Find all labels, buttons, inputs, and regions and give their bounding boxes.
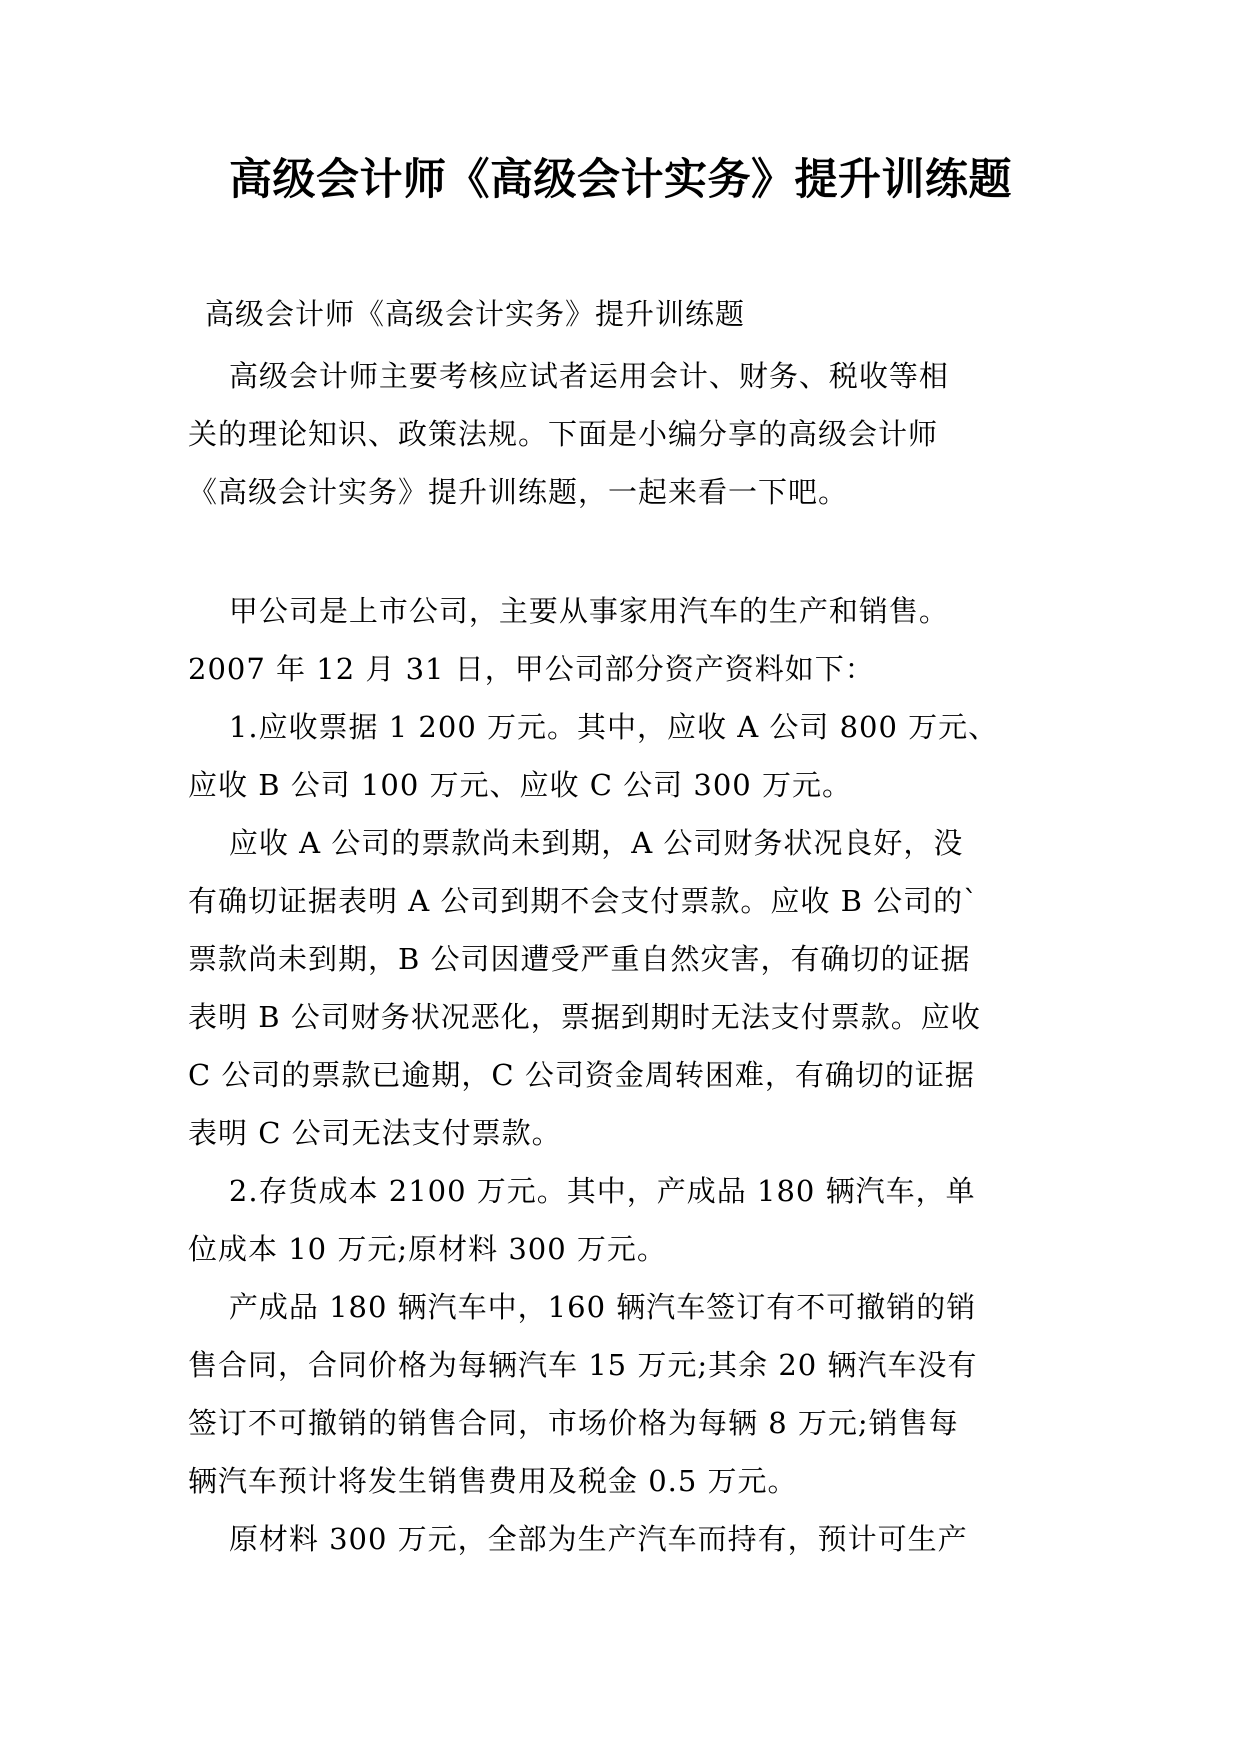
text-line: 应收 B 公司 100 万元、应收 C 公司 300 万元。 [188, 768, 852, 802]
question-body [188, 582, 1068, 1568]
text-line: C 公司的票款已逾期，C 公司资金周转困难，有确切的证据 [188, 1058, 975, 1092]
intro-paragraph [188, 347, 1068, 521]
text-line: 甲公司是上市公司，主要从事家用汽车的生产和销售。 [188, 594, 949, 628]
text-line: 2007 年 12 月 31 日，甲公司部分资产资料如下： [188, 652, 875, 686]
text-line: 表明 B 公司财务状况恶化，票据到期时无法支付票款。应收 [188, 1000, 981, 1034]
text-line: 应收 A 公司的票款尚未到期，A 公司财务状况良好，没 [188, 826, 964, 860]
text-line: 《高级会计实务》提升训练题，一起来看一下吧。 [188, 475, 849, 509]
text-line: 表明 C 公司无法支付票款。 [188, 1116, 562, 1150]
text-line: 2.存货成本 2100 万元。其中，产成品 180 辆汽车，单 [188, 1174, 976, 1208]
text-line: 签订不可撤销的销售合同，市场价格为每辆 8 万元;销售每 [188, 1406, 959, 1440]
text-line: 关的理论知识、政策法规。下面是小编分享的高级会计师 [188, 417, 939, 451]
text-line: 位成本 10 万元;原材料 300 万元。 [188, 1232, 667, 1266]
text-line: 有确切证据表明 A 公司到期不会支付票款。应收 B 公司的` [188, 884, 979, 918]
text-line: 辆汽车预计将发生销售费用及税金 0.5 万元。 [188, 1464, 798, 1498]
document-subtitle [205, 285, 1085, 343]
text-line: 售合同，合同价格为每辆汽车 15 万元;其余 20 辆汽车没有 [188, 1348, 978, 1382]
text-line: 原材料 300 万元，全部为生产汽车而持有，预计可生产 [188, 1522, 968, 1556]
text-line: 1.应收票据 1 200 万元。其中，应收 A 公司 800 万元、 [188, 710, 999, 744]
text-line: 产成品 180 辆汽车中，160 辆汽车签订有不可撤销的销 [188, 1290, 977, 1324]
text-line: 票款尚未到期，B 公司因遭受严重自然灾害，有确切的证据 [188, 942, 971, 976]
text-line: 高级会计师主要考核应试者运用会计、财务、税收等相 [188, 359, 949, 393]
subtitle-line: 高级会计师《高级会计实务》提升训练题 [205, 297, 746, 331]
document-title: 高级会计师《高级会计实务》提升训练题 [229, 155, 1012, 205]
